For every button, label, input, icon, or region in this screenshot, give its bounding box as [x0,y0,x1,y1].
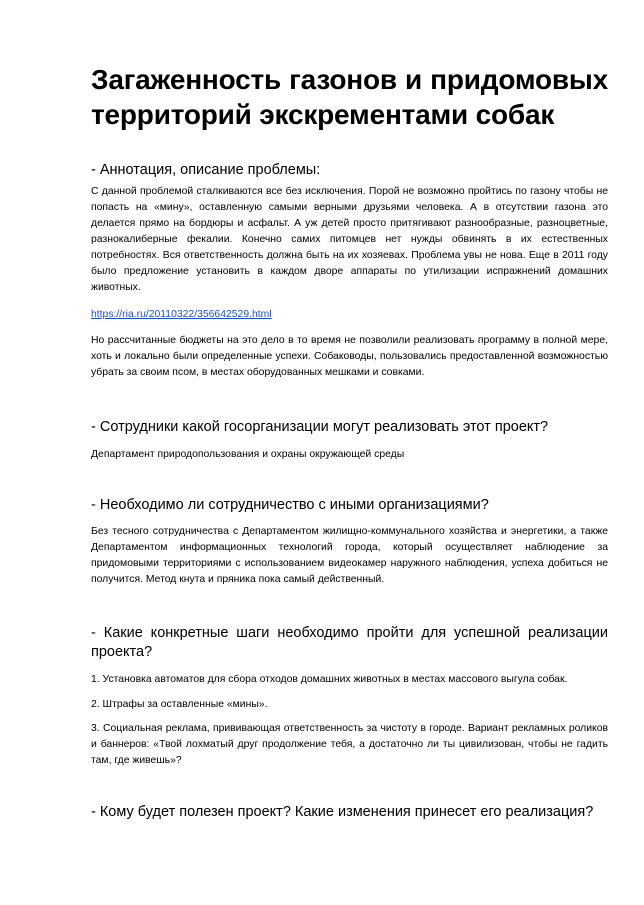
source-link-line [91,307,608,323]
source-link[interactable]: https://ria.ru/20110322/356642529.html [91,309,272,320]
step-item: 3. Социальная реклама, прививающая ответственность за чистоту в городе. Вариант рекламных роликов и баннеров: «Твой лохматый друг продолжение тебя, а достаточно ли ты цивилизован, чтобы не гадить там, где живешь»? [91,723,608,766]
annotation-heading: - Аннотация, описание проблемы: [91,162,321,178]
steps-heading: - Какие конкретные шаги необходимо пройти для успешной реализации проекта? [91,625,608,660]
agency-answer: Департамент природопользования и охраны окружающей среды [91,449,405,460]
cooperation-answer: Без тесного сотрудничества с Департаментом жилищно-коммунального хозяйства и энергетики, а также Департаментом информационных технологий города, который осуществляет наблюдение за придомовыми территориями с использованием видеокамер наружного наблюдения, успеха добиться не получится. Метод кнута и пряника пока самый действенный. [91,526,608,585]
step-item: 2. Штрафы за оставленные «мины». [91,699,268,710]
document-title: Загаженность газонов и придомовых территорий экскрементами собак [91,64,608,130]
annotation-paragraph-2: Но рассчитанные бюджеты на это дело в то время не позволили реализовать программу в полной мере, хоть и локально были определенные успехи. Собаководы, пользовались предоставленной возможностью убрать за своим псом, в местах оборудованных мешками и совками. [91,335,608,378]
agency-heading: - Сотрудники какой госорганизации могут реализовать этот проект? [91,419,549,435]
annotation-paragraph: С данной проблемой сталкиваются все без исключения. Порой не возможно пройтись по газону чтобы не попасть на «мину», оставленную самыми верными друзьями человека. А в отсутствии газона это делается прямо на бордюры и асфальт. А уж детей просто притягивают разнообразные, разноцветные, разнокалиберные фекалии. Конечно самих питомцев нет нужды обвинять в их естественных потребностях. Вся ответственность должна быть на их хозяевах. Проблема увы не нова. Еще в 2011 году было предложение установить в каждом дворе аппараты по утилизации испражнений домашних животных. [91,186,608,293]
cooperation-heading: - Необходимо ли сотрудничество с иными организациями? [91,497,489,513]
step-item: 1. Установка автоматов для сбора отходов домашних животных в местах массового выгула собак. [91,674,568,685]
benefit-heading: - Кому будет полезен проект? Какие изменения принесет его реализация? [91,804,594,820]
